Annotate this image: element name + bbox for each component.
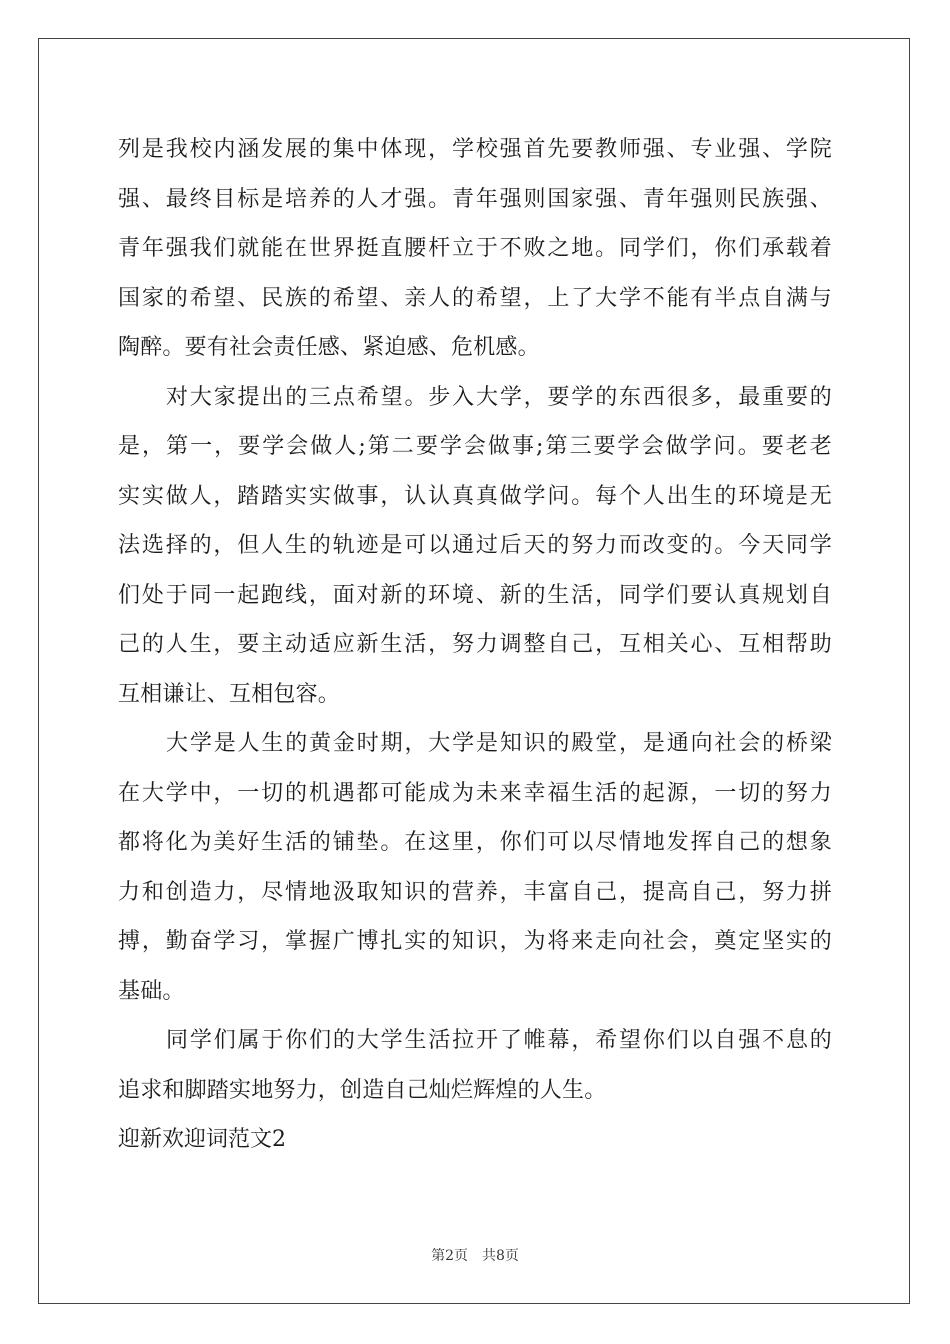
text-line: 青年强我们就能在世界挺直腰杆立于不败之地。同学们，你们承载着 bbox=[118, 236, 832, 261]
text-line: 是，第一，要学会做人;第二要学会做事;第三要学会做学问。要老老 bbox=[118, 434, 832, 459]
page-number: 第2页 bbox=[431, 1248, 468, 1264]
text-line: 们处于同一起跑线，面对新的环境、新的生活，同学们要认真规划自 bbox=[118, 582, 832, 608]
text-line: 基础。 bbox=[118, 978, 185, 1004]
text-line: 互相谦让、互相包容。 bbox=[118, 681, 341, 707]
text-line: 追求和脚踏实地努力，创造自己灿烂辉煌的人生。 bbox=[118, 1077, 607, 1103]
text-line: 强、最终目标是培养的人才强。青年强则国家强、青年强则民族强、 bbox=[118, 186, 832, 212]
section-heading: 迎新欢迎词范文2 bbox=[118, 1127, 286, 1152]
text-line: 同学们属于你们的大学生活拉开了帷幕，希望你们以自强不息的 bbox=[166, 1028, 832, 1053]
text-line: 搏，勤奋学习，掌握广博扎实的知识，为将来走向社会，奠定坚实的 bbox=[118, 929, 832, 954]
text-line: 陶醉。要有社会责任感、紧迫感、危机感。 bbox=[118, 335, 540, 360]
text-line: 大学是人生的黄金时期，大学是知识的殿堂，是通向社会的桥梁 bbox=[166, 731, 832, 756]
text-line: 实实做人，踏踏实实做事，认认真真做学问。每个人出生的环境是无 bbox=[118, 483, 832, 509]
text-line: 己的人生，要主动适应新生活，努力调整自己，互相关心、互相帮助 bbox=[118, 632, 832, 657]
text-line: 都将化为美好生活的铺垫。在这里，你们可以尽情地发挥自己的想象 bbox=[118, 830, 832, 855]
text-line: 在大学中，一切的机遇都可能成为未来幸福生活的起源，一切的努力 bbox=[118, 780, 832, 806]
paragraph-1 bbox=[118, 125, 832, 373]
page-total: 共8页 bbox=[482, 1248, 519, 1264]
paragraph-2 bbox=[118, 373, 832, 720]
text-line: 力和创造力，尽情地汲取知识的营养，丰富自己，提高自己，努力拼 bbox=[118, 879, 832, 905]
page-footer bbox=[0, 1245, 950, 1265]
text-line: 列是我校内涵发展的集中体现，学校强首先要教师强、专业强、学院 bbox=[118, 137, 832, 162]
document-body bbox=[118, 125, 832, 1165]
text-line: 对大家提出的三点希望。步入大学，要学的东西很多，最重要的 bbox=[166, 384, 832, 410]
text-line: 法选择的，但人生的轨迹是可以通过后天的努力而改变的。今天同学 bbox=[118, 533, 832, 558]
text-line: 国家的希望、民族的希望、亲人的希望，上了大学不能有半点自满与 bbox=[118, 285, 832, 311]
paragraph-4 bbox=[118, 1016, 832, 1115]
paragraph-3 bbox=[118, 719, 832, 1016]
